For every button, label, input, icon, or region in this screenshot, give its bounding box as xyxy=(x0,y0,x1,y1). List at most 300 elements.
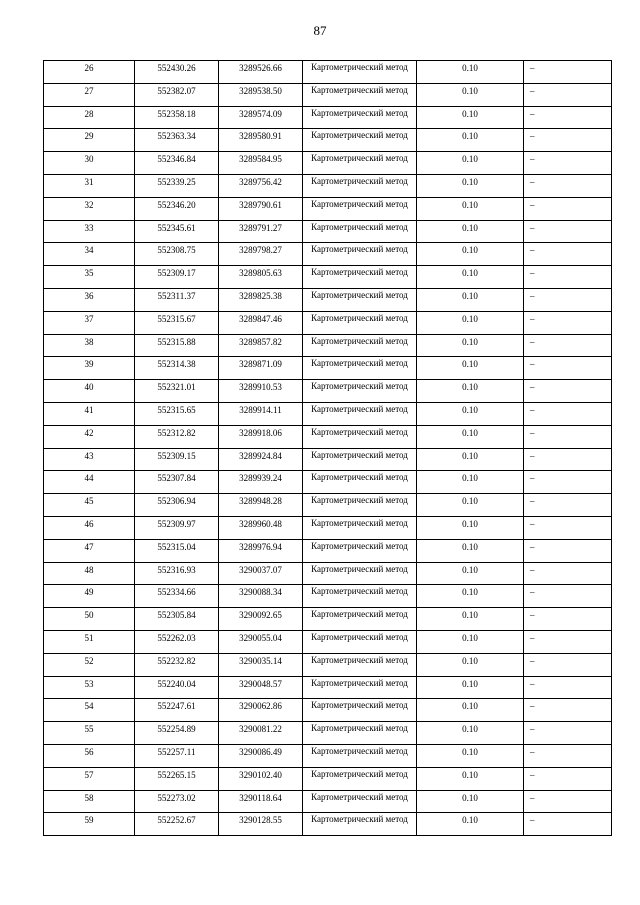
x-coordinate: 552305.84 xyxy=(157,610,196,621)
point-number-cell xyxy=(44,516,135,539)
point-number-cell xyxy=(44,334,135,357)
note-text: – xyxy=(530,313,535,324)
y-coordinate-cell xyxy=(219,380,303,403)
method-cell xyxy=(303,630,417,653)
x-coordinate: 552316.93 xyxy=(157,564,196,575)
method-text: Картометрический метод xyxy=(311,654,408,665)
note-text: – xyxy=(530,290,535,301)
method-text: Картометрический метод xyxy=(311,631,408,642)
note-text: – xyxy=(530,610,535,621)
method-text: Картометрический метод xyxy=(311,472,408,483)
x-coordinate: 552311.37 xyxy=(157,290,196,301)
note-cell xyxy=(524,243,612,266)
x-coordinate-cell xyxy=(135,220,219,243)
accuracy-cell xyxy=(417,197,524,220)
note-cell xyxy=(524,813,612,836)
note-text: – xyxy=(530,701,535,712)
method-text: Картометрический метод xyxy=(311,289,408,300)
y-coordinate: 3290035.14 xyxy=(239,655,282,666)
accuracy-cell xyxy=(417,380,524,403)
accuracy-cell xyxy=(417,288,524,311)
x-coordinate: 552309.17 xyxy=(157,268,196,279)
point-number-cell xyxy=(44,174,135,197)
x-coordinate: 552308.75 xyxy=(157,245,196,256)
table-row xyxy=(44,83,612,106)
accuracy-value: 0.10 xyxy=(462,131,478,142)
note-cell xyxy=(524,630,612,653)
point-number-cell xyxy=(44,448,135,471)
accuracy-value: 0.10 xyxy=(462,176,478,187)
note-text: – xyxy=(530,85,535,96)
note-text: – xyxy=(530,564,535,575)
y-coordinate-cell xyxy=(219,106,303,129)
method-text: Картометрический метод xyxy=(311,153,408,164)
note-cell xyxy=(524,722,612,745)
note-cell xyxy=(524,425,612,448)
note-text: – xyxy=(530,108,535,119)
x-coordinate-cell xyxy=(135,653,219,676)
note-cell xyxy=(524,220,612,243)
method-text: Картометрический метод xyxy=(311,495,408,506)
accuracy-value: 0.10 xyxy=(462,404,478,415)
note-cell xyxy=(524,767,612,790)
y-coordinate: 3289825.38 xyxy=(239,290,282,301)
method-text: Картометрический метод xyxy=(311,814,408,825)
method-text: Картометрический метод xyxy=(311,700,408,711)
table-row xyxy=(44,311,612,334)
y-coordinate: 3289857.82 xyxy=(239,336,282,347)
y-coordinate: 3289526.66 xyxy=(239,63,282,73)
table-row xyxy=(44,61,612,84)
x-coordinate: 552306.94 xyxy=(157,496,196,507)
method-cell xyxy=(303,197,417,220)
method-cell xyxy=(303,106,417,129)
note-cell xyxy=(524,61,612,84)
method-cell xyxy=(303,744,417,767)
method-cell xyxy=(303,539,417,562)
method-cell xyxy=(303,334,417,357)
table-row xyxy=(44,220,612,243)
table-row xyxy=(44,425,612,448)
table-row xyxy=(44,357,612,380)
point-number: 46 xyxy=(84,518,94,529)
method-text: Картометрический метод xyxy=(311,609,408,620)
x-coordinate-cell xyxy=(135,402,219,425)
accuracy-value: 0.10 xyxy=(462,701,478,712)
point-number: 57 xyxy=(84,769,94,780)
table-row xyxy=(44,471,612,494)
note-cell xyxy=(524,539,612,562)
table-row xyxy=(44,448,612,471)
x-coordinate: 552309.97 xyxy=(157,518,196,529)
y-coordinate: 3289798.27 xyxy=(239,245,282,256)
method-text: Картометрический метод xyxy=(311,175,408,186)
accuracy-cell xyxy=(417,585,524,608)
point-number-cell xyxy=(44,288,135,311)
table-row xyxy=(44,744,612,767)
method-text: Картометрический метод xyxy=(311,745,408,756)
accuracy-value: 0.10 xyxy=(462,336,478,347)
y-coordinate: 3289939.24 xyxy=(239,473,282,484)
method-text: Картометрический метод xyxy=(311,426,408,437)
y-coordinate-cell xyxy=(219,197,303,220)
method-text: Картометрический метод xyxy=(311,540,408,551)
accuracy-cell xyxy=(417,448,524,471)
y-coordinate: 3289805.63 xyxy=(239,268,282,279)
x-coordinate: 552252.67 xyxy=(157,815,196,826)
method-cell xyxy=(303,220,417,243)
point-number-cell xyxy=(44,653,135,676)
y-coordinate: 3290118.64 xyxy=(239,792,282,803)
note-cell xyxy=(524,744,612,767)
point-number-cell xyxy=(44,425,135,448)
method-text: Картометрический метод xyxy=(311,381,408,392)
point-number: 39 xyxy=(84,359,94,370)
accuracy-value: 0.10 xyxy=(462,450,478,461)
method-text: Картометрический метод xyxy=(311,62,408,72)
point-number-cell xyxy=(44,106,135,129)
y-coordinate: 3289924.84 xyxy=(239,450,282,461)
accuracy-cell xyxy=(417,494,524,517)
point-number-cell xyxy=(44,471,135,494)
method-cell xyxy=(303,790,417,813)
note-text: – xyxy=(530,792,535,803)
point-number-cell xyxy=(44,243,135,266)
y-coordinate-cell xyxy=(219,129,303,152)
y-coordinate: 3289791.27 xyxy=(239,222,282,233)
accuracy-value: 0.10 xyxy=(462,359,478,370)
x-coordinate: 552247.61 xyxy=(157,701,196,712)
y-coordinate: 3289756.42 xyxy=(239,176,282,187)
y-coordinate-cell xyxy=(219,425,303,448)
point-number-cell xyxy=(44,539,135,562)
note-text: – xyxy=(530,359,535,370)
point-number: 53 xyxy=(84,678,94,689)
accuracy-value: 0.10 xyxy=(462,587,478,598)
point-number-cell xyxy=(44,152,135,175)
note-text: – xyxy=(530,450,535,461)
note-text: – xyxy=(530,541,535,552)
y-coordinate-cell xyxy=(219,767,303,790)
point-number: 34 xyxy=(84,245,94,256)
point-number: 44 xyxy=(84,473,94,484)
note-cell xyxy=(524,129,612,152)
method-cell xyxy=(303,174,417,197)
note-text: – xyxy=(530,518,535,529)
accuracy-value: 0.10 xyxy=(462,108,478,119)
method-cell xyxy=(303,516,417,539)
y-coordinate-cell xyxy=(219,699,303,722)
point-number: 37 xyxy=(84,313,94,324)
y-coordinate-cell xyxy=(219,83,303,106)
y-coordinate-cell xyxy=(219,562,303,585)
y-coordinate-cell xyxy=(219,174,303,197)
note-text: – xyxy=(530,154,535,165)
x-coordinate-cell xyxy=(135,288,219,311)
accuracy-cell xyxy=(417,357,524,380)
y-coordinate: 3290092.65 xyxy=(239,610,282,621)
accuracy-cell xyxy=(417,676,524,699)
table-row xyxy=(44,585,612,608)
y-coordinate: 3289847.46 xyxy=(239,313,282,324)
y-coordinate: 3289918.06 xyxy=(239,427,282,438)
x-coordinate: 552265.15 xyxy=(157,769,196,780)
note-text: – xyxy=(530,199,535,210)
note-cell xyxy=(524,334,612,357)
table-row xyxy=(44,380,612,403)
method-cell xyxy=(303,471,417,494)
note-text: – xyxy=(530,678,535,689)
point-number-cell xyxy=(44,813,135,836)
accuracy-value: 0.10 xyxy=(462,290,478,301)
point-number-cell xyxy=(44,402,135,425)
note-cell xyxy=(524,106,612,129)
accuracy-cell xyxy=(417,425,524,448)
method-cell xyxy=(303,562,417,585)
table-row xyxy=(44,494,612,517)
accuracy-cell xyxy=(417,562,524,585)
point-number: 26 xyxy=(84,63,94,73)
accuracy-cell xyxy=(417,334,524,357)
x-coordinate-cell xyxy=(135,494,219,517)
method-cell xyxy=(303,767,417,790)
point-number-cell xyxy=(44,744,135,767)
accuracy-cell xyxy=(417,699,524,722)
note-cell xyxy=(524,288,612,311)
y-coordinate-cell xyxy=(219,744,303,767)
method-cell xyxy=(303,448,417,471)
note-cell xyxy=(524,562,612,585)
accuracy-cell xyxy=(417,61,524,84)
note-cell xyxy=(524,83,612,106)
x-coordinate: 552345.61 xyxy=(157,222,196,233)
note-cell xyxy=(524,699,612,722)
x-coordinate-cell xyxy=(135,357,219,380)
note-text: – xyxy=(530,382,535,393)
y-coordinate: 3289538.50 xyxy=(239,85,282,96)
accuracy-cell xyxy=(417,220,524,243)
method-cell xyxy=(303,676,417,699)
accuracy-value: 0.10 xyxy=(462,63,478,73)
y-coordinate: 3289914.11 xyxy=(239,404,282,415)
point-number: 36 xyxy=(84,290,94,301)
note-cell xyxy=(524,266,612,289)
note-cell xyxy=(524,653,612,676)
point-number-cell xyxy=(44,311,135,334)
accuracy-cell xyxy=(417,243,524,266)
accuracy-cell xyxy=(417,744,524,767)
method-cell xyxy=(303,494,417,517)
accuracy-cell xyxy=(417,539,524,562)
x-coordinate: 552314.38 xyxy=(157,359,196,370)
accuracy-cell xyxy=(417,83,524,106)
x-coordinate: 552312.82 xyxy=(157,427,196,438)
method-cell xyxy=(303,83,417,106)
accuracy-cell xyxy=(417,767,524,790)
y-coordinate: 3290102.40 xyxy=(239,769,282,780)
y-coordinate: 3289580.91 xyxy=(239,131,282,142)
table-row xyxy=(44,676,612,699)
x-coordinate: 552257.11 xyxy=(157,746,196,757)
x-coordinate-cell xyxy=(135,562,219,585)
note-text: – xyxy=(530,769,535,780)
x-coordinate-cell xyxy=(135,83,219,106)
point-number: 43 xyxy=(84,450,94,461)
note-text: – xyxy=(530,336,535,347)
y-coordinate: 3290128.55 xyxy=(239,815,282,826)
note-text: – xyxy=(530,131,535,142)
point-number-cell xyxy=(44,494,135,517)
table-row xyxy=(44,813,612,836)
accuracy-value: 0.10 xyxy=(462,154,478,165)
note-text: – xyxy=(530,496,535,507)
x-coordinate-cell xyxy=(135,722,219,745)
table-row xyxy=(44,790,612,813)
point-number: 50 xyxy=(84,610,94,621)
method-cell xyxy=(303,699,417,722)
x-coordinate: 552309.15 xyxy=(157,450,196,461)
method-text: Картометрический метод xyxy=(311,130,408,141)
point-number-cell xyxy=(44,767,135,790)
accuracy-value: 0.10 xyxy=(462,427,478,438)
y-coordinate-cell xyxy=(219,585,303,608)
x-coordinate-cell xyxy=(135,448,219,471)
point-number: 29 xyxy=(84,131,94,142)
y-coordinate: 3290062.86 xyxy=(239,701,282,712)
y-coordinate: 3290081.22 xyxy=(239,724,282,735)
x-coordinate-cell xyxy=(135,266,219,289)
point-number-cell xyxy=(44,83,135,106)
y-coordinate: 3289976.94 xyxy=(239,541,282,552)
y-coordinate: 3290037.07 xyxy=(239,564,282,575)
y-coordinate: 3289948.28 xyxy=(239,496,282,507)
accuracy-value: 0.10 xyxy=(462,792,478,803)
y-coordinate-cell xyxy=(219,471,303,494)
x-coordinate-cell xyxy=(135,197,219,220)
method-cell xyxy=(303,243,417,266)
y-coordinate: 3290055.04 xyxy=(239,632,282,643)
x-coordinate: 552382.07 xyxy=(157,85,196,96)
y-coordinate-cell xyxy=(219,790,303,813)
x-coordinate-cell xyxy=(135,813,219,836)
table-row xyxy=(44,152,612,175)
note-text: – xyxy=(530,404,535,415)
table-row xyxy=(44,562,612,585)
accuracy-value: 0.10 xyxy=(462,610,478,621)
point-number: 59 xyxy=(84,815,94,826)
accuracy-cell xyxy=(417,516,524,539)
point-number: 28 xyxy=(84,108,94,119)
table-row xyxy=(44,197,612,220)
accuracy-cell xyxy=(417,174,524,197)
x-coordinate: 552334.66 xyxy=(157,587,196,598)
point-number-cell xyxy=(44,562,135,585)
point-number: 38 xyxy=(84,336,94,347)
accuracy-cell xyxy=(417,813,524,836)
x-coordinate-cell xyxy=(135,174,219,197)
method-cell xyxy=(303,61,417,84)
x-coordinate-cell xyxy=(135,311,219,334)
x-coordinate: 552232.82 xyxy=(157,655,196,666)
x-coordinate-cell xyxy=(135,699,219,722)
x-coordinate-cell xyxy=(135,608,219,631)
point-number: 30 xyxy=(84,154,94,165)
method-text: Картометрический метод xyxy=(311,335,408,346)
point-number-cell xyxy=(44,197,135,220)
table-row xyxy=(44,516,612,539)
table-row xyxy=(44,106,612,129)
y-coordinate-cell xyxy=(219,61,303,84)
note-text: – xyxy=(530,632,535,643)
x-coordinate-cell xyxy=(135,676,219,699)
note-cell xyxy=(524,357,612,380)
note-text: – xyxy=(530,427,535,438)
table-row xyxy=(44,174,612,197)
point-number: 40 xyxy=(84,382,94,393)
accuracy-cell xyxy=(417,653,524,676)
point-number: 42 xyxy=(84,427,94,438)
x-coordinate-cell xyxy=(135,539,219,562)
table-row xyxy=(44,129,612,152)
x-coordinate: 552240.04 xyxy=(157,678,196,689)
x-coordinate-cell xyxy=(135,106,219,129)
coordinates-table xyxy=(43,60,612,836)
point-number-cell xyxy=(44,585,135,608)
method-cell xyxy=(303,608,417,631)
method-cell xyxy=(303,425,417,448)
point-number: 52 xyxy=(84,655,94,666)
note-text: – xyxy=(530,268,535,279)
note-text: – xyxy=(530,655,535,666)
method-text: Картометрический метод xyxy=(311,586,408,597)
note-cell xyxy=(524,402,612,425)
accuracy-value: 0.10 xyxy=(462,724,478,735)
accuracy-value: 0.10 xyxy=(462,541,478,552)
x-coordinate: 552254.89 xyxy=(157,724,196,735)
table-row xyxy=(44,243,612,266)
page-number: 87 xyxy=(313,23,327,38)
table-row xyxy=(44,402,612,425)
method-text: Картометрический метод xyxy=(311,312,408,323)
note-cell xyxy=(524,790,612,813)
x-coordinate-cell xyxy=(135,425,219,448)
y-coordinate-cell xyxy=(219,243,303,266)
x-coordinate-cell xyxy=(135,767,219,790)
y-coordinate-cell xyxy=(219,494,303,517)
method-text: Картометрический метод xyxy=(311,768,408,779)
method-text: Картометрический метод xyxy=(311,517,408,528)
y-coordinate-cell xyxy=(219,516,303,539)
point-number: 33 xyxy=(84,222,94,233)
y-coordinate-cell xyxy=(219,448,303,471)
point-number-cell xyxy=(44,357,135,380)
y-coordinate: 3290088.34 xyxy=(239,587,282,598)
x-coordinate: 552307.84 xyxy=(157,473,196,484)
accuracy-value: 0.10 xyxy=(462,496,478,507)
accuracy-cell xyxy=(417,471,524,494)
method-cell xyxy=(303,380,417,403)
table-row xyxy=(44,334,612,357)
point-number: 56 xyxy=(84,746,94,757)
y-coordinate: 3290048.57 xyxy=(239,678,282,689)
x-coordinate: 552346.84 xyxy=(157,154,196,165)
note-text: – xyxy=(530,724,535,735)
method-cell xyxy=(303,152,417,175)
point-number: 31 xyxy=(84,176,94,187)
note-cell xyxy=(524,311,612,334)
method-text: Картометрический метод xyxy=(311,403,408,414)
y-coordinate: 3289960.48 xyxy=(239,518,282,529)
